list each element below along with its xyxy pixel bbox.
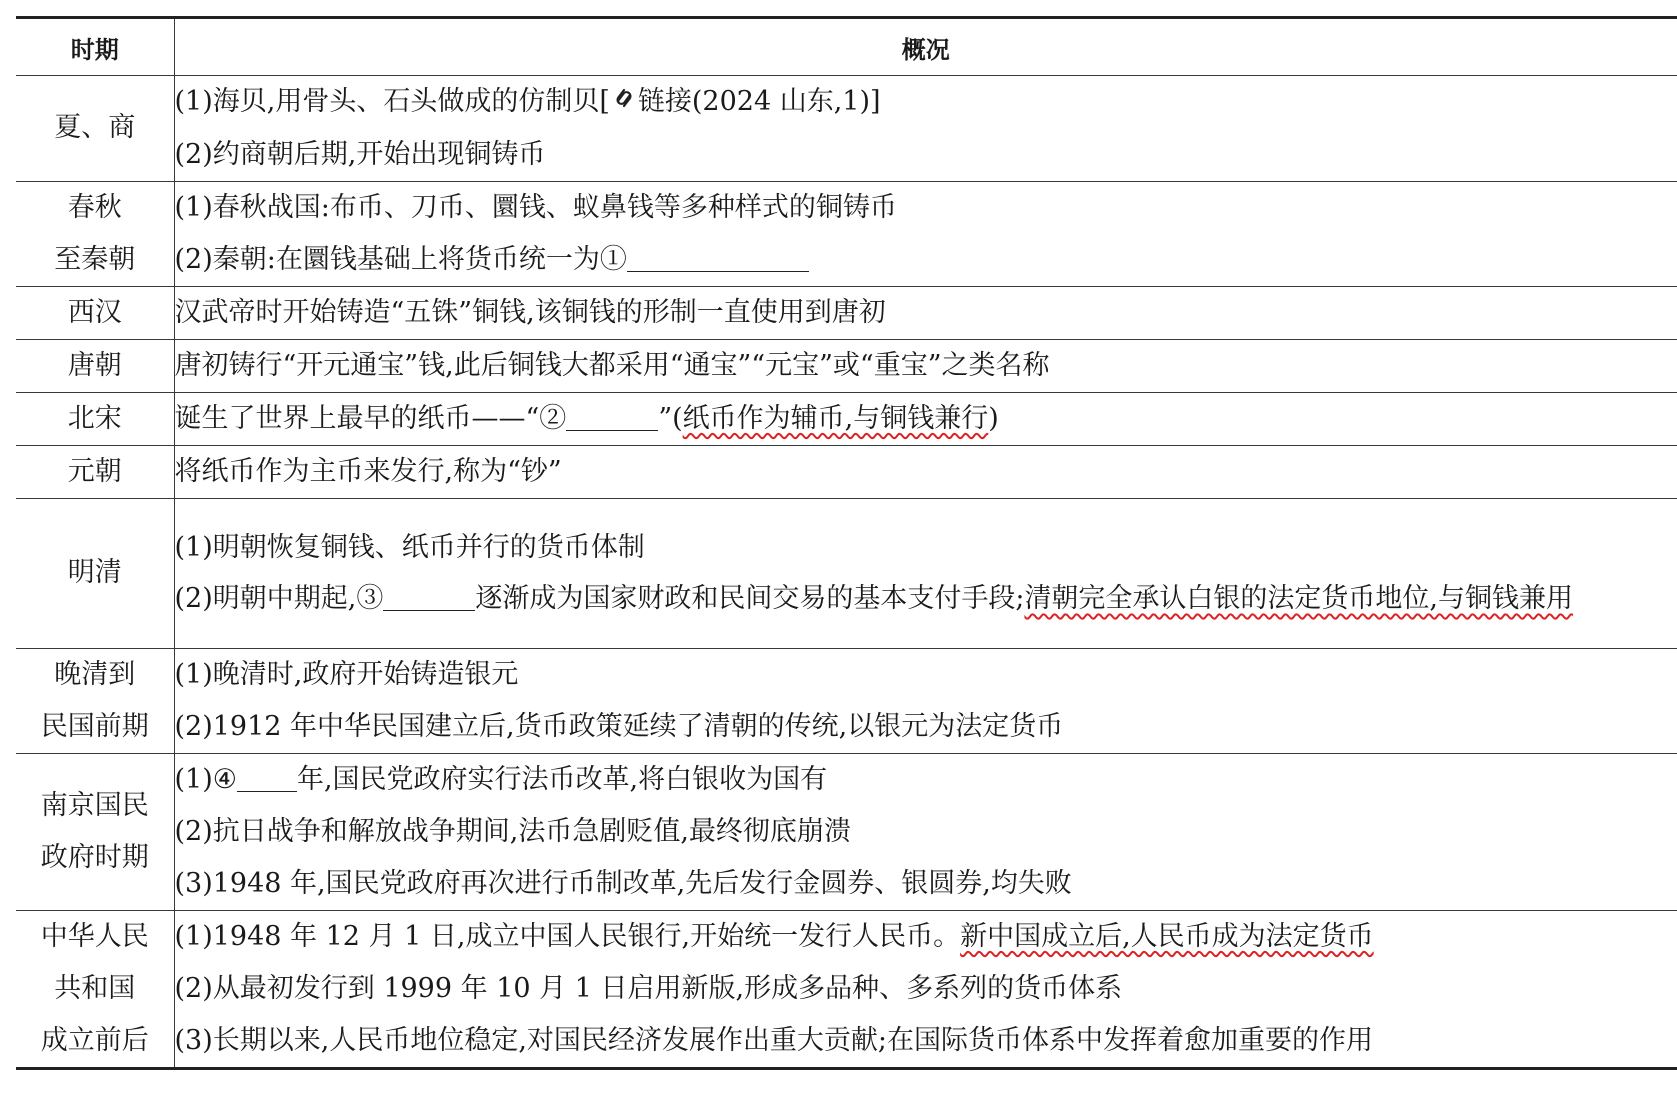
overview-cell xyxy=(174,181,1677,286)
answer-blank-2[interactable] xyxy=(566,400,658,431)
overview-line: (2)从最初发行到 1999 年 10 月 1 日启用新版,形成多品种、多系列的货币体系 xyxy=(174,972,1123,1004)
period-label: 西汉 xyxy=(67,296,122,328)
overview-line: (1)④ 年,国民党政府实行法币改革,将白银收为国有 xyxy=(175,754,1677,806)
overview-line: (2)抗日战争和解放战争期间,法币急剧贬值,最终彻底崩溃 xyxy=(174,815,851,847)
period-label: 共和国 xyxy=(54,972,136,1004)
overview-cell xyxy=(174,445,1677,498)
table-row xyxy=(16,76,1677,182)
overview-line: (2)1912 年中华民国建立后,货币政策延续了清朝的传统,以银元为法定货币 xyxy=(174,710,1064,742)
period-label: 春秋 xyxy=(67,191,122,223)
overview-cell xyxy=(174,286,1677,339)
highlighted-text: 纸币作为辅币,与铜钱兼行 xyxy=(682,402,989,434)
period-cell xyxy=(16,181,174,286)
period-label: 晚清到 xyxy=(54,658,136,690)
link-reference[interactable]: 链接(2024 山东,1)] xyxy=(637,86,881,117)
period-label: 明清 xyxy=(67,557,122,588)
overview-line: (2)秦朝:在圜钱基础上将货币统一为① xyxy=(175,234,1677,286)
header-row xyxy=(16,18,1677,76)
period-cell xyxy=(16,498,174,648)
period-label: 政府时期 xyxy=(40,841,149,873)
overview-line: 诞生了世界上最早的纸币——“② ”(纸币作为辅币,与铜钱兼行) xyxy=(175,393,1677,445)
currency-history-table xyxy=(16,16,1677,1070)
header-overview: 概况 xyxy=(174,18,1677,76)
overview-line: (1)明朝恢复铜钱、纸币并行的货币体制 xyxy=(174,532,645,563)
period-cell xyxy=(16,648,174,753)
period-label: 中华人民 xyxy=(40,920,149,952)
period-label: 北宋 xyxy=(67,402,122,434)
overview-line: (2)明朝中期起,③ 逐渐成为国家财政和民间交易的基本支付手段;清朝完全承认白银的法定货币地位,与铜钱兼用 xyxy=(175,574,1677,624)
overview-line: (1)晚清时,政府开始铸造银元 xyxy=(174,658,519,690)
overview-line: (3)长期以来,人民币地位稳定,对国民经济发展作出重大贡献;在国际货币体系中发挥着愈加重要的作用 xyxy=(174,1024,1374,1056)
period-cell xyxy=(16,286,174,339)
period-label: 民国前期 xyxy=(40,710,149,742)
answer-blank-1[interactable] xyxy=(627,241,809,272)
period-cell xyxy=(16,339,174,392)
period-label: 夏、商 xyxy=(54,112,136,144)
table-row xyxy=(16,498,1677,648)
overview-cell xyxy=(174,339,1677,392)
overview-cell xyxy=(174,498,1677,648)
period-label: 南京国民 xyxy=(40,789,149,821)
period-cell xyxy=(16,753,174,910)
overview-cell xyxy=(174,753,1677,910)
table-row xyxy=(16,910,1677,1068)
overview-line: (1)海贝,用骨头、石头做成的仿制贝[ 链接(2024 山东,1)] xyxy=(175,76,1677,129)
overview-line: (2)约商朝后期,开始出现铜铸币 xyxy=(174,138,546,170)
overview-cell xyxy=(174,648,1677,753)
table-row xyxy=(16,339,1677,392)
overview-line: 汉武帝时开始铸造“五铢”铜钱,该铜钱的形制一直使用到唐初 xyxy=(174,296,886,328)
period-label: 唐朝 xyxy=(67,349,122,381)
answer-blank-4[interactable] xyxy=(237,761,297,792)
period-label: 成立前后 xyxy=(40,1024,149,1056)
overview-line: 将纸币作为主币来发行,称为“钞” xyxy=(174,455,562,487)
overview-line: (3)1948 年,国民党政府再次进行币制改革,先后发行金圆券、银圆券,均失败 xyxy=(174,867,1072,899)
overview-cell xyxy=(174,910,1677,1068)
overview-cell xyxy=(174,392,1677,445)
table-row xyxy=(16,181,1677,286)
overview-line: (1)1948 年 12 月 1 日,成立中国人民银行,开始统一发行人民币。新中国成立后,人民币成为法定货币 xyxy=(174,920,1374,952)
period-cell xyxy=(16,445,174,498)
answer-blank-3[interactable] xyxy=(383,580,475,611)
table-row xyxy=(16,392,1677,445)
link-icon xyxy=(612,77,636,129)
overview-cell xyxy=(174,76,1677,182)
overview-line: (1)春秋战国:布币、刀币、圜钱、蚁鼻钱等多种样式的铜铸币 xyxy=(174,191,897,223)
period-label: 至秦朝 xyxy=(54,243,136,275)
period-cell xyxy=(16,392,174,445)
period-cell xyxy=(16,76,174,182)
table-row xyxy=(16,648,1677,753)
table-row xyxy=(16,753,1677,910)
table-row xyxy=(16,445,1677,498)
highlighted-text: 清朝完全承认白银的法定货币地位,与铜钱兼用 xyxy=(1024,583,1574,614)
period-cell xyxy=(16,910,174,1068)
table-row xyxy=(16,286,1677,339)
overview-line: 唐初铸行“开元通宝”钱,此后铜钱大都采用“通宝”“元宝”或“重宝”之类名称 xyxy=(174,349,1050,381)
header-period: 时期 xyxy=(16,18,174,76)
highlighted-text: 新中国成立后,人民币成为法定货币 xyxy=(960,920,1374,952)
period-label: 元朝 xyxy=(67,455,122,487)
